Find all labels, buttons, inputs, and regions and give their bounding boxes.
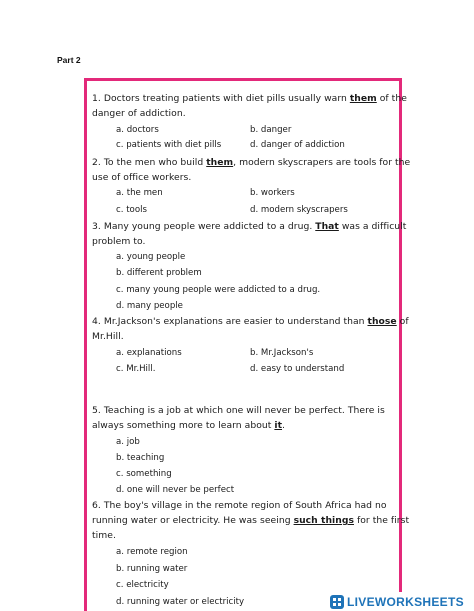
reference-word: them <box>349 93 377 104</box>
option-c[interactable]: c. electricity <box>116 580 169 590</box>
part-heading: Part 2 <box>57 55 81 65</box>
question-6-line-3: time. <box>92 530 116 541</box>
option-b[interactable]: b. danger <box>250 125 292 135</box>
question-2-line-1: 2. To the men who build them, modern skyscrapers are tools for the <box>92 157 411 168</box>
option-d[interactable]: d. one will never be perfect <box>116 485 235 495</box>
question-3-line-2: problem to. <box>92 236 146 247</box>
option-d[interactable]: d. easy to understand <box>250 364 345 374</box>
option-d[interactable]: d. running water or electricity <box>116 597 245 607</box>
question-1-line-1: 1. Doctors treating patients with diet pills usually warn them of the <box>92 93 407 104</box>
question-5-line-1: 5. Teaching is a job at which one will never be perfect. There is <box>92 405 385 416</box>
reference-word: them <box>206 157 234 168</box>
reference-word: such things <box>293 515 354 526</box>
option-a[interactable]: a. explanations <box>116 348 182 358</box>
reference-word: those <box>367 316 397 327</box>
option-a[interactable]: a. the men <box>116 188 163 198</box>
option-c[interactable]: c. Mr.Hill. <box>116 364 156 374</box>
question-1-line-2: danger of addiction. <box>92 108 186 119</box>
option-d[interactable]: d. many people <box>116 301 183 311</box>
liveworksheets-logo-icon <box>330 595 344 609</box>
option-c[interactable]: c. tools <box>116 205 147 215</box>
option-d[interactable]: d. modern skyscrapers <box>250 205 348 215</box>
option-d[interactable]: d. danger of addiction <box>250 140 345 150</box>
option-b[interactable]: b. teaching <box>116 453 165 463</box>
option-b[interactable]: b. different problem <box>116 268 202 278</box>
question-4-line-2: Mr.Hill. <box>92 331 124 342</box>
question-6-line-2: running water or electricity. He was seeing such things for the first <box>92 515 410 526</box>
option-b[interactable]: b. running water <box>116 564 188 574</box>
option-a[interactable]: a. job <box>116 437 140 447</box>
option-a[interactable]: a. doctors <box>116 125 159 135</box>
question-5-line-2: always something more to learn about it. <box>92 420 286 431</box>
reference-word: That <box>315 221 339 232</box>
reference-word: it <box>274 420 283 431</box>
option-a[interactable]: a. remote region <box>116 547 188 557</box>
option-c[interactable]: c. something <box>116 469 172 479</box>
question-4-line-1: 4. Mr.Jackson's explanations are easier to understand than those of <box>92 316 409 327</box>
option-b[interactable]: b. workers <box>250 188 295 198</box>
question-3-line-1: 3. Many young people were addicted to a drug. That was a difficult <box>92 221 407 232</box>
option-a[interactable]: a. young people <box>116 252 186 262</box>
option-b[interactable]: b. Mr.Jackson's <box>250 348 314 358</box>
watermark-text: LIVEWORKSHEETS <box>347 594 464 609</box>
question-2-line-2: use of office workers. <box>92 172 192 183</box>
question-6-line-1: 6. The boy's village in the remote region of South Africa had no <box>92 500 387 511</box>
option-c[interactable]: c. many young people were addicted to a drug. <box>116 285 321 295</box>
option-c[interactable]: c. patients with diet pills <box>116 140 222 150</box>
liveworksheets-watermark[interactable] <box>330 592 474 611</box>
